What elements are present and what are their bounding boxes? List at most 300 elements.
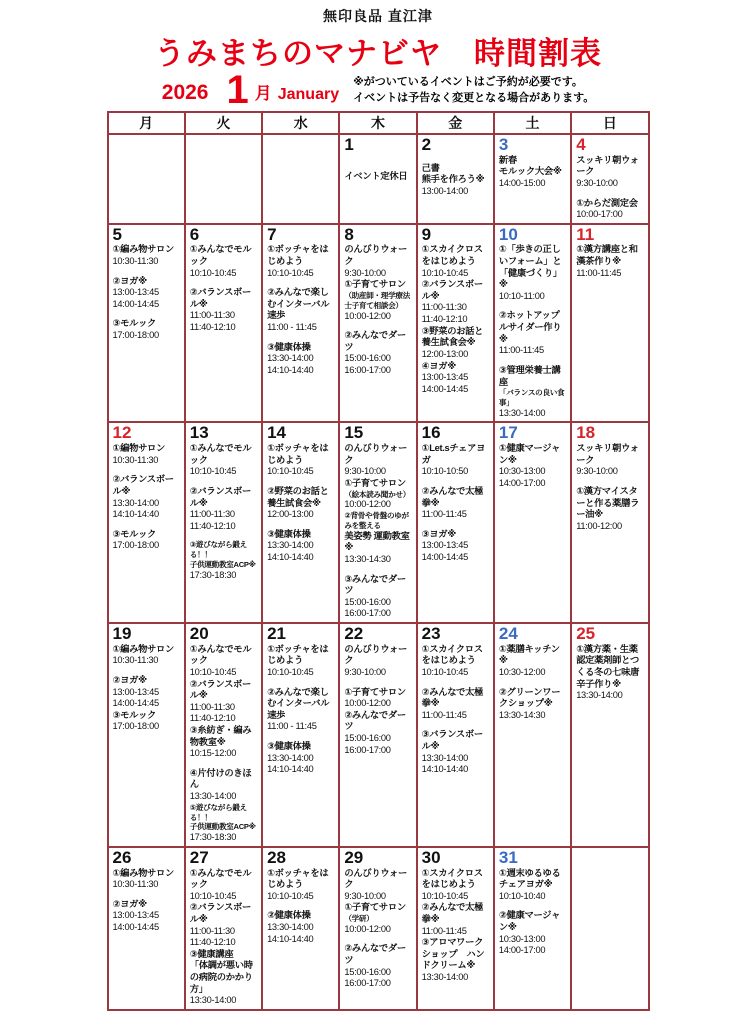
event-time: 14:00-14:45 [421, 552, 468, 563]
event-time: 11:40-12:10 [421, 314, 468, 325]
event-time: 9:30-10:00 [344, 267, 386, 278]
event-title: ②健康体操 [267, 910, 311, 921]
event-title: 己書 [421, 162, 440, 173]
event-time: 11:00-11:30 [189, 310, 235, 321]
day-cell-12 [108, 422, 185, 623]
event-time: 9:30-10:00 [576, 177, 618, 188]
event-title: ①漢方マイスターと作る薬膳ラー油※ [576, 485, 640, 520]
event-time: 15:00-16:00 [344, 353, 391, 364]
event-time: 14:00-15:00 [498, 177, 546, 188]
event-time: 10:00-12:00 [344, 310, 391, 321]
event-time: 13:30-14:00 [498, 407, 546, 418]
event-time: 15:00-16:00 [344, 966, 391, 977]
day-number: 28 [267, 847, 286, 867]
event-time: 11:40-12:10 [189, 937, 236, 948]
event-title: ③アロマワークショップ ハンドクリーム※ [421, 937, 485, 971]
event-spacer [344, 163, 412, 171]
day-cell-23 [417, 623, 494, 847]
event-title: ②ヨガ※ [112, 275, 147, 286]
event-title: 熊手を作ろう※ [421, 174, 485, 185]
event-title: ②みんなで太極拳※ [421, 902, 484, 924]
event-title: ①週末ゆるゆるチェアヨガ※ [498, 867, 561, 890]
day-number: 20 [189, 624, 209, 644]
event-title: ①スカイクロスをはじめよう [421, 867, 483, 890]
event-time: 10:00-12:00 [344, 923, 391, 934]
day-number: 5 [112, 224, 122, 244]
poster-header [0, 6, 756, 112]
event-time: 10:10-10:45 [189, 666, 237, 677]
event-title: ①漢方講座と和漢茶作り※ [576, 244, 638, 267]
event-time: 10:10-10:40 [498, 890, 546, 901]
day-number: 27 [189, 847, 209, 867]
event-time: 11:00 - 11:45 [267, 721, 317, 732]
event-time: 14:10-14:40 [267, 764, 314, 775]
event-title: ①ボッチャをはじめよう [267, 443, 329, 465]
event-title: のんびりウォーク [344, 867, 407, 890]
event-time: 13:30-14:00 [267, 921, 314, 932]
day-cell-24 [494, 623, 571, 847]
event-time: 10:00-12:00 [344, 499, 391, 510]
event-title: のんびりウォーク [344, 643, 407, 666]
day-cell-18 [571, 422, 648, 623]
event-title: ①編物サロン [112, 443, 166, 454]
weekday-label: 月 [108, 112, 185, 134]
event-title: ⑤遊びながら鍛える！！ [189, 802, 247, 822]
event-time: 13:30-14:00 [112, 497, 159, 508]
event-spacer [267, 478, 335, 486]
event-time: 13:30-14:00 [576, 690, 623, 701]
event-title: ①健康マージャン※ [498, 443, 561, 465]
event-time: 17:00-18:00 [112, 540, 159, 551]
day-number: 8 [344, 224, 354, 244]
event-time: 16:00-17:00 [344, 744, 391, 755]
event-time: 11:00-11:30 [189, 925, 235, 936]
event-time: 11:00-11:45 [421, 709, 467, 720]
event-title: ①編み物サロン [112, 867, 175, 878]
event-title: スッキリ朝ウォーク [576, 443, 639, 465]
event-title: 美姿勢 運動教室※ [344, 530, 410, 553]
event-title: ②背骨や骨盤のゆがみを整える [344, 511, 409, 530]
event-title: ①ボッチャをはじめよう [267, 643, 329, 666]
event-time: 14:10-14:40 [267, 552, 314, 563]
event-time: 11:00-11:45 [498, 345, 544, 356]
event-time: 10:10-10:45 [189, 466, 237, 477]
event-time: 15:00-16:00 [344, 596, 391, 607]
month-number: 1 [226, 68, 249, 112]
event-time: 11:40-12:10 [189, 520, 236, 531]
event-time: 11:00-11:45 [421, 509, 467, 520]
event-title: ③管理栄養士講座 [498, 364, 561, 387]
event-title: ②みんなで楽しむインターバル速歩 [267, 686, 330, 720]
event-time: 13:30-14:30 [498, 709, 546, 720]
event-time: 9:30-10:00 [344, 666, 386, 677]
day-number: 12 [112, 423, 132, 443]
page-title: うみまちのマナビヤ 時間割表 [154, 36, 602, 71]
event-title: ②みんなで楽しむインターバル速歩 [267, 287, 330, 321]
day-cell-26 [108, 847, 185, 1010]
event-spacer [499, 902, 567, 910]
day-number: 31 [498, 847, 518, 867]
day-number: 9 [421, 224, 432, 244]
event-time: 14:10-14:40 [267, 933, 314, 944]
event-spacer [113, 891, 181, 899]
event-title: （絵本読み聞かせ） [344, 489, 410, 499]
event-time: 17:00-18:00 [112, 721, 159, 732]
event-title: ②ヨガ※ [112, 898, 147, 909]
day-cell-30 [417, 847, 494, 1010]
day-cell-7 [262, 224, 339, 423]
day-cell-8 [339, 224, 416, 423]
weekday-label: 土 [494, 112, 571, 134]
event-spacer [499, 679, 567, 687]
event-time: 10:30-12:00 [498, 666, 546, 677]
event-time: 14:10-14:40 [112, 509, 159, 520]
event-title: ③糸紡ぎ・編み物教室※ [189, 724, 252, 747]
event-title: ①子育てサロン [344, 279, 406, 290]
event-time: 10:10-10:45 [267, 890, 314, 901]
event-time: 13:00-13:45 [112, 686, 159, 697]
empty-day-cell [571, 847, 648, 1010]
event-title: ③みんなでダーツ [344, 573, 406, 596]
event-time: 13:00-13:45 [112, 910, 159, 921]
event-title: 子供運動教室ACP※ [189, 560, 256, 570]
event-spacer [344, 679, 412, 687]
weekday-label: 火 [185, 112, 262, 134]
day-number: 13 [189, 423, 209, 443]
event-spacer [113, 521, 181, 529]
reservation-notes [353, 75, 594, 107]
day-cell-1 [339, 134, 416, 224]
event-time: 11:40-12:10 [189, 322, 236, 333]
event-title: ①「歩きの正しいフォーム」と「健康づくり」※ [498, 244, 562, 290]
event-time: 13:00-13:45 [421, 372, 468, 383]
event-title: ①子育てサロン [344, 477, 406, 488]
event-spacer [190, 478, 258, 486]
day-number: 14 [267, 423, 286, 443]
event-time: 13:30-14:30 [344, 553, 391, 564]
day-number: 22 [344, 624, 364, 644]
day-cell-5 [108, 224, 185, 423]
event-title: ①みんなでモルック [189, 643, 252, 666]
event-time: 14:00-14:45 [112, 698, 159, 709]
day-number: 16 [421, 423, 441, 443]
event-title: ③モルック [112, 318, 157, 329]
event-time: 14:00-14:45 [112, 921, 159, 932]
event-time: 10:30-13:00 [498, 933, 546, 944]
event-title: ③モルック [112, 528, 157, 539]
event-spacer [422, 155, 490, 163]
month-row [0, 68, 756, 112]
event-title: ②バランスボール※ [189, 287, 252, 309]
event-spacer [344, 155, 412, 163]
event-time: 14:00-14:45 [112, 298, 159, 309]
day-cell-9 [417, 224, 494, 423]
event-spacer [344, 935, 412, 943]
event-spacer [576, 478, 644, 486]
empty-day-cell [262, 134, 339, 224]
event-time: 13:30-14:00 [267, 540, 314, 551]
weekday-label: 金 [417, 112, 494, 134]
event-spacer [267, 334, 335, 342]
day-number: 23 [421, 624, 441, 644]
event-title: ①みんなでモルック [189, 867, 252, 890]
day-cell-10 [494, 224, 571, 423]
event-time: 10:00-17:00 [576, 209, 623, 220]
event-title: ③健康体操 [267, 528, 311, 539]
weekday-label: 日 [571, 112, 648, 134]
event-time: 9:30-10:00 [344, 890, 386, 901]
month-english: January [277, 86, 340, 103]
event-title: のんびりウォーク [344, 244, 407, 267]
event-time: 16:00-17:00 [344, 365, 391, 376]
weekday-label: 水 [262, 112, 339, 134]
event-title: ③遊びながら鍛える！！ [189, 540, 247, 560]
event-time: 10:10-10:45 [421, 890, 468, 901]
event-title: のんびりウォーク [344, 443, 407, 465]
event-time: 10:10-10:45 [267, 666, 314, 677]
event-time: 16:00-17:00 [344, 978, 391, 989]
day-number: 17 [498, 423, 518, 443]
event-time: 13:00-13:45 [421, 540, 468, 551]
event-title: ②みんなで太極拳※ [421, 485, 484, 508]
event-spacer [113, 466, 181, 474]
event-title: ①スカイクロスをはじめよう [421, 244, 483, 267]
day-number: 21 [267, 624, 286, 644]
event-title: ①子育てサロン [344, 686, 406, 697]
day-number: 26 [112, 847, 132, 867]
event-time: 13:30-14:00 [189, 791, 237, 802]
event-spacer [267, 521, 335, 529]
event-time: 10:10-10:45 [421, 666, 468, 677]
day-number: 4 [576, 135, 586, 154]
event-title: ②バランスボール※ [189, 678, 252, 701]
day-cell-29 [339, 847, 416, 1010]
event-title: ②みんなでダーツ [344, 330, 406, 352]
event-spacer [344, 322, 412, 330]
day-number: 24 [498, 624, 518, 644]
day-cell-11 [571, 224, 648, 423]
event-title: イベント定休日 [344, 170, 408, 181]
event-time: 11:00-12:00 [576, 520, 622, 531]
event-spacer [113, 268, 181, 276]
event-time: 10:10-10:45 [189, 267, 237, 278]
event-spacer [267, 679, 335, 687]
event-time: 11:40-12:10 [189, 713, 236, 724]
event-title: ②健康マージャン※ [498, 910, 561, 932]
event-time: 11:00 - 11:45 [267, 322, 317, 333]
event-time: 17:00-18:00 [112, 330, 159, 341]
day-number: 7 [267, 224, 277, 244]
event-title: ③健康講座 [189, 948, 234, 959]
day-cell-17 [494, 422, 571, 623]
event-time: 9:30-10:00 [344, 466, 386, 477]
event-title: ④ヨガ※ [421, 360, 456, 371]
event-time: 10:10-10:45 [267, 466, 314, 477]
event-time: 11:00-11:30 [189, 509, 235, 520]
event-title: ②バランスボール※ [112, 474, 174, 496]
event-time: 10:10-10:45 [189, 890, 237, 901]
calendar-table [107, 111, 650, 1011]
day-number: 15 [344, 423, 364, 443]
day-cell-6 [185, 224, 262, 423]
event-spacer [267, 902, 335, 910]
event-time: 14:10-14:40 [421, 764, 468, 775]
event-spacer [422, 721, 490, 729]
day-number: 10 [498, 224, 518, 244]
event-title: 新春 [498, 154, 517, 165]
event-title: （学研） [344, 913, 374, 923]
event-title: ①みんなでモルック [189, 443, 252, 465]
empty-day-cell [108, 134, 185, 224]
event-spacer [499, 357, 567, 365]
day-number: 2 [421, 135, 432, 154]
event-title: ①Let.sチェアヨガ [421, 443, 486, 465]
day-cell-21 [262, 623, 339, 847]
day-number: 1 [344, 135, 354, 154]
event-time: 13:30-14:00 [267, 752, 314, 763]
day-cell-25 [571, 623, 648, 847]
event-title: ①子育てサロン [344, 902, 406, 913]
week-row [108, 847, 649, 1010]
event-time: 13:00-14:00 [421, 185, 468, 196]
event-time: 16:00-17:00 [344, 608, 391, 619]
event-title: ①からだ測定会 [576, 197, 638, 208]
event-spacer [190, 279, 258, 287]
day-cell-13 [185, 422, 262, 623]
day-cell-2 [417, 134, 494, 224]
event-time: 13:30-14:00 [189, 995, 237, 1006]
event-time: 10:30-11:30 [112, 454, 159, 465]
event-time: 13:30-14:00 [421, 752, 468, 763]
event-time: 10:10-10:45 [421, 267, 468, 278]
day-number: 11 [576, 224, 595, 244]
event-title: ③健康体操 [267, 740, 311, 751]
event-title: ③ヨガ※ [421, 528, 456, 539]
event-time: 13:30-14:00 [267, 353, 314, 364]
event-time: 10:30-11:30 [112, 256, 159, 267]
event-title: ③モルック [112, 709, 157, 720]
day-number: 19 [112, 624, 132, 644]
week-row [108, 623, 649, 847]
day-number: 30 [421, 847, 441, 867]
day-number: 18 [576, 423, 596, 443]
note-line-2: イベントは予告なく変更となる場合があります。 [353, 91, 595, 104]
event-time: 10:10-11:00 [498, 290, 545, 301]
day-cell-28 [262, 847, 339, 1010]
event-time: 14:10-14:40 [267, 364, 314, 375]
event-title: スッキリ朝ウォーク [576, 154, 639, 177]
week-row [108, 422, 649, 623]
event-title: （助産師・理学療法士子育て相談会） [344, 290, 410, 310]
event-time: 14:00-17:00 [498, 477, 546, 488]
event-spacer [344, 566, 412, 574]
event-time: 10:30-11:30 [112, 879, 159, 890]
event-spacer [422, 679, 490, 687]
weekday-label: 木 [339, 112, 416, 134]
event-title: ②野菜のお話と養生試食会※ [267, 485, 329, 508]
event-title: ②みんなで太極拳※ [421, 686, 484, 709]
event-time: 11:00-11:45 [421, 925, 467, 936]
day-number: 25 [576, 624, 596, 644]
event-title: ②ヨガ※ [112, 674, 147, 685]
event-time: 10:30-13:00 [498, 466, 546, 477]
event-title: ④片付けのきほん [189, 767, 252, 790]
event-title: ①編み物サロン [112, 643, 175, 654]
day-number: 3 [498, 135, 509, 154]
event-title: ①みんなでモルック [189, 244, 252, 267]
day-number: 29 [344, 847, 364, 867]
day-cell-20 [185, 623, 262, 847]
event-title: ①編み物サロン [112, 244, 175, 255]
day-cell-14 [262, 422, 339, 623]
week-row [108, 224, 649, 423]
event-time: 14:00-17:00 [498, 945, 546, 956]
day-cell-27 [185, 847, 262, 1010]
note-line-1: ※がついているイベントはご予約が必要です。 [353, 76, 583, 89]
event-time: 12:00-13:00 [267, 509, 314, 520]
day-cell-15 [339, 422, 416, 623]
event-title: ①漢方薬・生薬認定薬剤師とつくる冬の七味唐辛子作り※ [576, 643, 640, 689]
event-time: 11:00-11:30 [189, 701, 235, 712]
event-spacer [422, 521, 490, 529]
event-time: 11:00-11:45 [576, 267, 622, 278]
day-cell-19 [108, 623, 185, 847]
day-cell-22 [339, 623, 416, 847]
day-cell-16 [417, 422, 494, 623]
weekday-header-row [108, 112, 649, 134]
event-time: 14:00-14:45 [421, 383, 468, 394]
event-title: ②ホットアップルサイダー作り※ [498, 310, 562, 344]
event-title: ③野菜のお話と養生試食会※ [421, 325, 484, 348]
event-time: 15:00-16:00 [344, 732, 391, 743]
event-time: 13:30-14:00 [421, 972, 468, 982]
event-spacer [190, 760, 258, 768]
event-title: 「バランスの良い食事」 [498, 388, 565, 407]
event-time: 10:15-12:00 [189, 748, 237, 759]
event-title: ①スカイクロスをはじめよう [421, 643, 483, 666]
event-time: 10:10-10:50 [421, 466, 468, 477]
event-time: 17:30-18:30 [189, 569, 237, 580]
event-spacer [267, 733, 335, 741]
year-label: 2026 [161, 81, 209, 104]
event-title: ②バランスボール※ [189, 485, 252, 508]
day-cell-3 [494, 134, 571, 224]
event-title: ②グリーンワークショップ※ [498, 686, 561, 709]
empty-day-cell [185, 134, 262, 224]
week-row [108, 134, 649, 224]
event-title: 子供運動教室ACP※ [189, 822, 256, 832]
event-time: 13:00-13:45 [112, 287, 159, 298]
event-title: ③健康体操 [267, 341, 311, 352]
day-cell-31 [494, 847, 571, 1010]
event-time: 10:30-11:30 [112, 655, 159, 666]
store-name: 無印良品 直江津 [323, 8, 433, 24]
event-title: ②みんなでダーツ [344, 709, 406, 732]
event-time: 10:00-12:00 [344, 698, 391, 709]
event-spacer [113, 667, 181, 675]
event-time: 17:30-18:30 [189, 832, 237, 843]
event-spacer [113, 310, 181, 318]
event-title: ①薬膳キッチン※ [498, 643, 560, 666]
event-title: ①ボッチャをはじめよう [267, 244, 329, 267]
event-time: 9:30-10:00 [576, 466, 618, 477]
event-title: ①ボッチャをはじめよう [267, 867, 329, 890]
event-title: モルック大会※ [498, 166, 562, 177]
event-title: ②バランスボール※ [421, 279, 483, 301]
event-spacer [422, 478, 490, 486]
event-spacer [576, 190, 644, 198]
event-time: 10:10-10:45 [267, 267, 314, 278]
